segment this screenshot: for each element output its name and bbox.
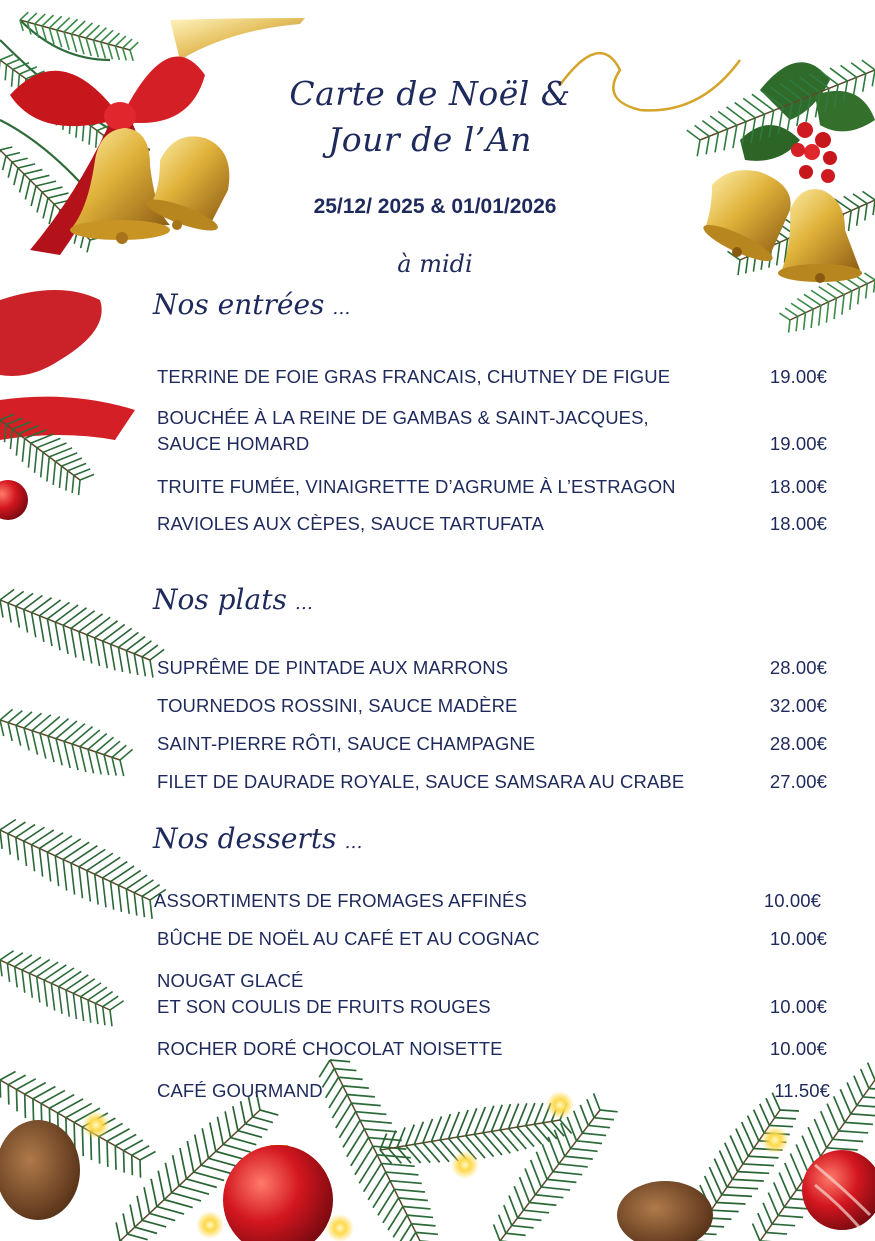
pinecone-icon [0, 1120, 713, 1241]
section-title: Nos desserts [153, 822, 337, 855]
item-name-line-2: SAUCE HOMARD [157, 433, 310, 454]
item-price: 10.00€ [769, 928, 827, 949]
gold-bells-icon-right [700, 170, 862, 283]
item-name: RAVIOLES AUX CÈPES, SAUCE TARTUFATA [157, 513, 544, 534]
item-price: 10.00€ [769, 996, 827, 1017]
menu-title-line-2: Jour de l’An [328, 120, 532, 159]
menu-item [154, 888, 834, 914]
item-price: 28.00€ [769, 733, 827, 754]
menu-title-line-1: Carte de Noël & [289, 74, 571, 113]
section-heading-plats [153, 583, 313, 616]
menu-item [157, 731, 837, 757]
item-name-line-1: BOUCHÉE À LA REINE DE GAMBAS & SAINT-JACQUES, [157, 407, 649, 428]
menu-dates: 25/12/ 2025 & 01/01/2026 [313, 195, 557, 218]
menu-item [157, 968, 837, 1020]
item-name: CAFÉ GOURMAND [157, 1080, 323, 1101]
item-name: SUPRÊME DE PINTADE AUX MARRONS [157, 657, 509, 678]
section-dots: … [332, 298, 351, 319]
menu-item [157, 693, 837, 719]
item-price: 28.00€ [769, 657, 827, 678]
holly-berries-icon [740, 62, 875, 183]
menu-item [157, 511, 837, 537]
menu-item [157, 655, 837, 681]
menu-item [157, 474, 837, 500]
section-dots: … [294, 593, 313, 614]
section-heading-entrees [153, 288, 350, 321]
item-price: 10.00€ [763, 890, 821, 911]
menu-item [157, 1078, 837, 1104]
item-name [157, 405, 747, 457]
item-name: TOURNEDOS ROSSINI, SAUCE MADÈRE [157, 695, 518, 716]
item-name: SAINT-PIERRE RÔTI, SAUCE CHAMPAGNE [157, 733, 536, 754]
gold-bells-icon [70, 128, 229, 244]
item-name: ASSORTIMENTS DE FROMAGES AFFINÉS [154, 890, 527, 911]
section-title: Nos entrées [153, 288, 325, 321]
item-name: TRUITE FUMÉE, VINAIGRETTE D’AGRUME À L’ESTRAGON [157, 476, 676, 497]
menu-item [157, 405, 837, 457]
item-price: 10.00€ [769, 1038, 827, 1059]
item-price: 11.50€ [774, 1080, 830, 1101]
menu-item [157, 364, 837, 390]
menu-item [157, 769, 837, 795]
item-name: TERRINE DE FOIE GRAS FRANCAIS, CHUTNEY DE FIGUE [157, 366, 671, 387]
item-name [157, 968, 747, 1020]
item-name: FILET DE DAURADE ROYALE, SAUCE SAMSARA AU CRABE [157, 771, 685, 792]
item-price: 27.00€ [769, 771, 827, 792]
item-name: ROCHER DORÉ CHOCOLAT NOISETTE [157, 1038, 503, 1059]
menu-item [157, 1036, 837, 1062]
item-price: 19.00€ [769, 433, 827, 454]
item-name-line-2: ET SON COULIS DE FRUITS ROUGES [157, 996, 491, 1017]
item-price: 19.00€ [769, 366, 827, 387]
item-price: 32.00€ [769, 695, 827, 716]
item-name: BÛCHE DE NOËL AU CAFÉ ET AU COGNAC [157, 928, 540, 949]
service-time: à midi [397, 250, 473, 278]
item-price: 18.00€ [769, 476, 827, 497]
item-name-line-1: NOUGAT GLACÉ [157, 970, 304, 991]
section-heading-desserts [153, 822, 362, 855]
section-title: Nos plats [153, 583, 287, 616]
item-price: 18.00€ [769, 513, 827, 534]
menu-item [157, 926, 837, 952]
section-dots: … [344, 832, 363, 853]
